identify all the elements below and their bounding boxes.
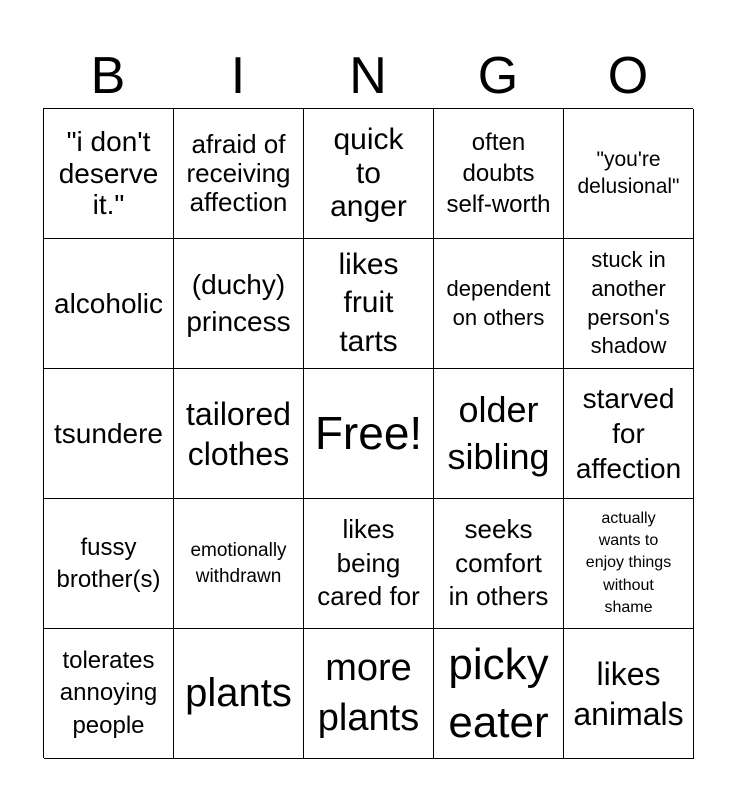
cell-text: emotionally withdrawn — [190, 539, 287, 587]
cell-text: plants — [185, 671, 292, 716]
header-letter-i: I — [230, 47, 246, 105]
cell-text: alcoholic — [54, 287, 163, 319]
cell-text: afraid of receiving affection — [186, 128, 291, 218]
bingo-cell-3-4[interactable] — [434, 369, 564, 499]
cell-text: quick to anger — [330, 123, 407, 224]
cell-text: starved for affection — [575, 383, 682, 484]
cell-text: dependent on others — [446, 275, 551, 330]
cell-text: tailored clothes — [186, 395, 291, 472]
cell-text: often doubts self-worth — [446, 128, 551, 219]
bingo-cell-2-1[interactable] — [44, 239, 174, 369]
bingo-cell-3-5[interactable] — [564, 369, 694, 499]
cell-text: "i don't deserve it." — [58, 126, 159, 221]
cell-text: picky eater — [448, 640, 549, 747]
cell-text: more plants — [317, 647, 420, 739]
bingo-cell-4-5[interactable] — [564, 499, 694, 629]
bingo-cell-3-3[interactable] — [304, 369, 434, 499]
cell-text: actually wants to enjoy things without shame — [585, 509, 672, 617]
bingo-cell-4-4[interactable] — [434, 499, 564, 629]
bingo-cell-2-4[interactable] — [434, 239, 564, 369]
bingo-cell-5-5[interactable] — [564, 629, 694, 759]
bingo-cell-4-2[interactable] — [174, 499, 304, 629]
bingo-cell-5-3[interactable] — [304, 629, 434, 759]
cell-text: tolerates annoying people — [59, 646, 158, 739]
bingo-cell-3-1[interactable] — [44, 369, 174, 499]
bingo-cell-5-4[interactable] — [434, 629, 564, 759]
cell-text: "you're delusional" — [577, 148, 680, 198]
cell-text: seeks comfort in others — [448, 513, 549, 612]
bingo-cell-1-4[interactable] — [434, 109, 564, 239]
cell-text: fussy brother(s) — [56, 534, 161, 593]
bingo-cell-1-5[interactable] — [564, 109, 694, 239]
header-letter-b: B — [90, 47, 126, 105]
bingo-cell-5-2[interactable] — [174, 629, 304, 759]
cell-text: older sibling — [447, 388, 550, 477]
bingo-cell-5-1[interactable] — [44, 629, 174, 759]
header-letter-o: O — [607, 47, 649, 105]
bingo-cell-1-3[interactable] — [304, 109, 434, 239]
header-letter-g: G — [477, 47, 519, 105]
bingo-cell-4-1[interactable] — [44, 499, 174, 629]
cell-text: (duchy) princess — [186, 269, 291, 337]
cell-text: likes being cared for — [317, 513, 420, 612]
cell-text: likes fruit tarts — [338, 247, 399, 358]
bingo-cell-2-3[interactable] — [304, 239, 434, 369]
bingo-cell-1-2[interactable] — [174, 109, 304, 239]
bingo-cell-4-3[interactable] — [304, 499, 434, 629]
cell-text: likes animals — [573, 655, 684, 732]
bingo-grid — [43, 108, 693, 758]
cell-text: tsundere — [54, 417, 163, 449]
bingo-cell-2-5[interactable] — [564, 239, 694, 369]
free-space: Free! — [314, 406, 423, 459]
cell-text: stuck in another person's shadow — [587, 247, 670, 359]
header-letter-n: N — [349, 47, 387, 105]
bingo-header — [43, 44, 693, 108]
bingo-cell-1-1[interactable] — [44, 109, 174, 239]
bingo-cell-3-2[interactable] — [174, 369, 304, 499]
bingo-cell-2-2[interactable] — [174, 239, 304, 369]
